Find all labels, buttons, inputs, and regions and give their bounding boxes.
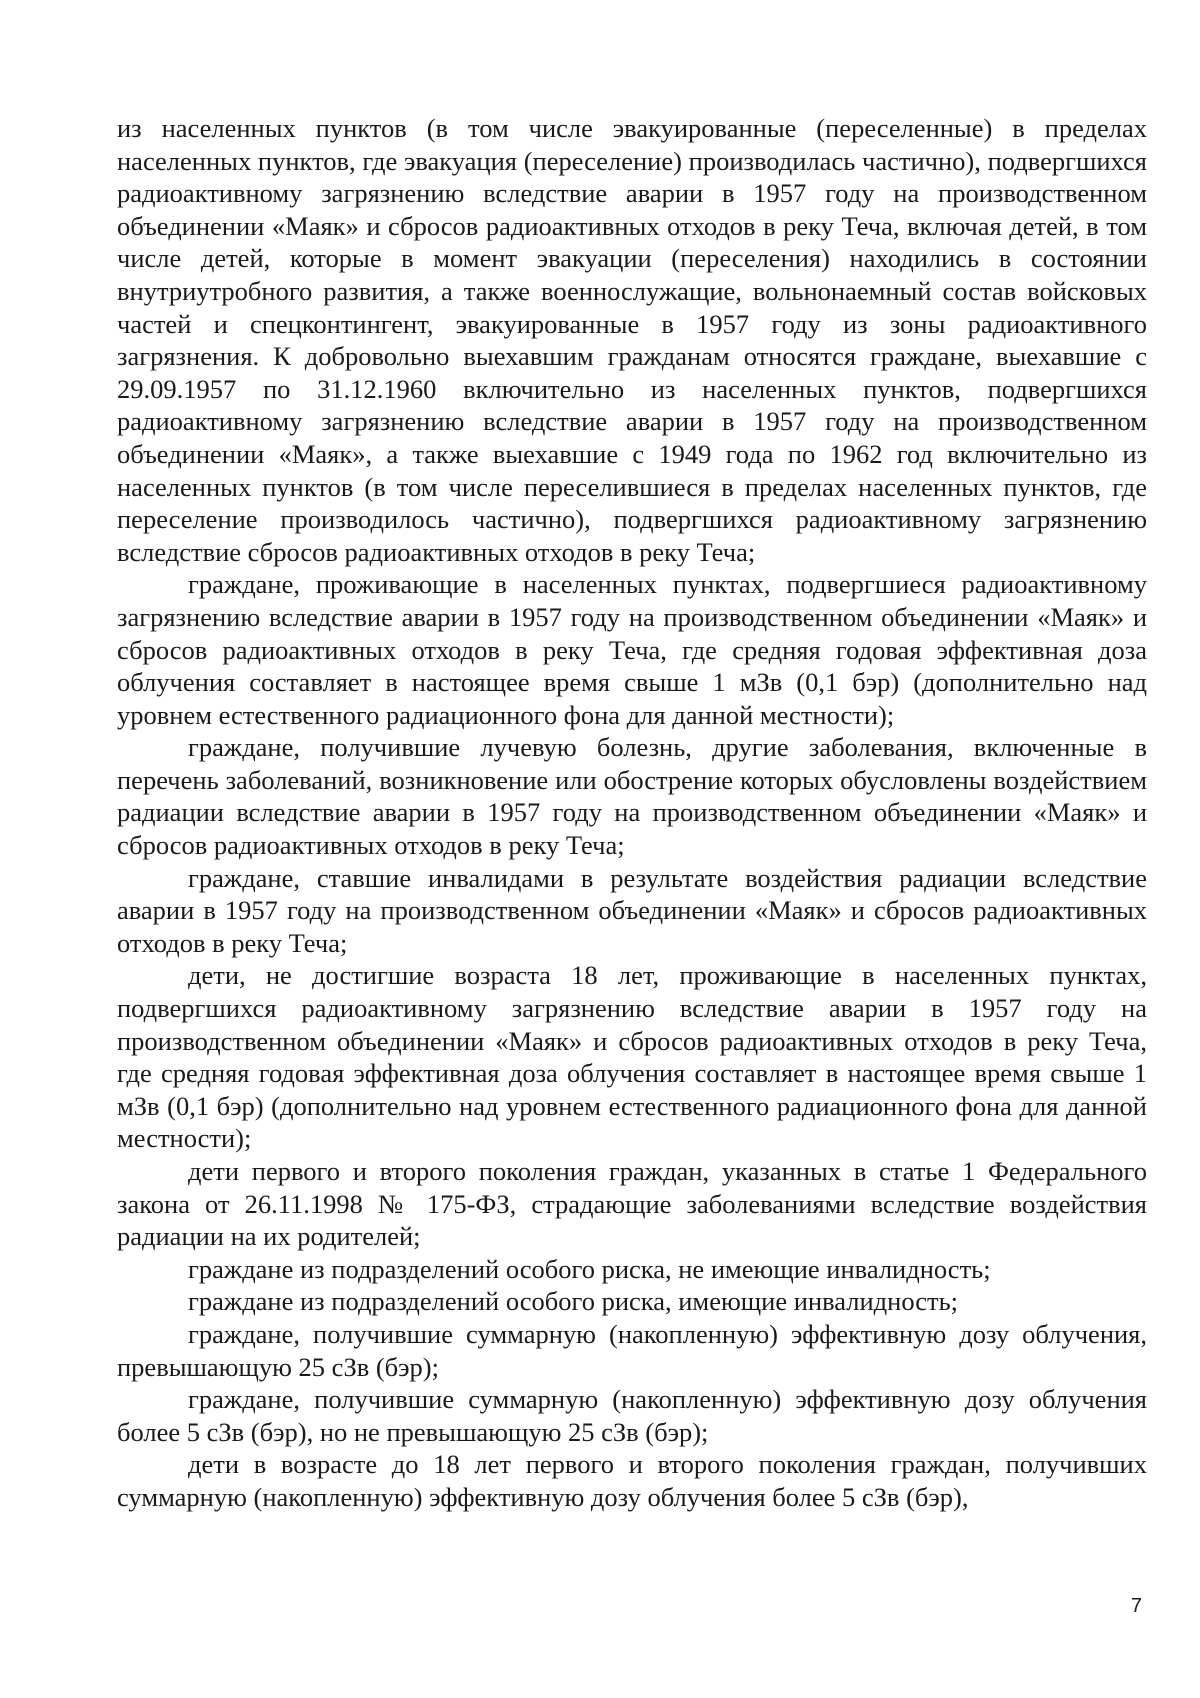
document-body	[117, 112, 1147, 1514]
paragraph-dose-5-to-25: граждане, получившие суммарную (накопленную) эффективную дозу облучения более 5 сЗв (бэр), но не превышающую 25 сЗв (бэр);	[117, 1384, 1147, 1447]
paragraph-children-residents: дети, не достигшие возраста 18 лет, проживающие в населенных пунктах, подвергшихся радиоактивному загрязнению вследствие аварии в 1957 году на производственном объединении «Маяк» и сбросов радиоактивных отходов в реку Теча, где средняя годовая эффективная доза облучения составляет в настоящее время свыше 1 мЗв (0,1 бэр) (дополнительно над уровнем естественного радиационного фона для данной местности);	[117, 960, 1147, 1154]
paragraph-residents: граждане, проживающие в населенных пунктах, подвергшиеся радиоактивному загрязнению вследствие аварии в 1957 году на производственном объединении «Маяк» и сбросов радиоактивных отходов в реку Теча, где средняя годовая эффективная доза облучения составляет в настоящее время свыше 1 мЗв (0,1 бэр) (дополнительно над уровнем естественного радиационного фона для данной местности);	[117, 569, 1147, 730]
paragraph-children-generations: дети первого и второго поколения граждан, указанных в статье 1 Федерального закона от 26.11.1998 № 175-ФЗ, страдающие заболеваниями вследствие воздействия радиации на их родителей;	[117, 1156, 1147, 1252]
paragraph-dose-over-25: граждане, получившие суммарную (накопленную) эффективную дозу облучения, превышающую 25 сЗв (бэр);	[117, 1318, 1147, 1382]
paragraph-disabled: граждане, ставшие инвалидами в результате воздействия радиации вследствие аварии в 1957 году на производственном объединении «Маяк» и сбросов радиоактивных отходов в реку Теча;	[117, 862, 1147, 958]
paragraph-special-risk-disability: граждане из подразделений особого риска, имеющие инвалидность;	[188, 1286, 959, 1317]
paragraph-children-dose: дети в возрасте до 18 лет первого и второго поколения граждан, получивших суммарную (накопленную) эффективную дозу облучения более 5 сЗв (бэр),	[117, 1449, 1147, 1512]
paragraph-special-risk-no-disability: граждане из подразделений особого риска, не имеющие инвалидность;	[188, 1253, 991, 1284]
paragraph-radiation-sickness: граждане, получившие лучевую болезнь, другие заболевания, включенные в перечень заболеваний, возникновение или обострение которых обусловлены воздействием радиации вследствие аварии в 1957 году на производственном объединении «Маяк» и сбросов радиоактивных отходов в реку Теча;	[117, 732, 1147, 861]
paragraph-continuation: из населенных пунктов (в том числе эвакуированные (переселенные) в пределах населенных пунктов, где эвакуация (переселение) производилась частично), подвергшихся радиоактивному загрязнению вследствие аварии в 1957 году на производственном объединении «Маяк» и сбросов радиоактивных отходов в реку Теча, включая детей, в том числе детей, которые в момент эвакуации (переселения) находились в состоянии внутриутробного развития, а также военнослужащие, вольнонаемный состав войсковых частей и спецконтингент, эвакуированные в 1957 году из зоны радиоактивного загрязнения. К добровольно выехавшим гражданам относятся граждане, выехавшие с 29.09.1957 по 31.12.1960 включительно из населенных пунктов, подвергшихся радиоактивному загрязнению вследствие аварии в 1957 году на производственном объединении «Маяк», а также выехавшие с 1949 года по 1962 год включительно из населенных пунктов (в том числе переселившиеся в пределах населенных пунктов, где переселение производилось частично), подвергшихся радиоактивному загрязнению вследствие сбросов радиоактивных отходов в реку Теча;	[117, 113, 1147, 567]
page-number: 7	[1130, 1595, 1142, 1617]
